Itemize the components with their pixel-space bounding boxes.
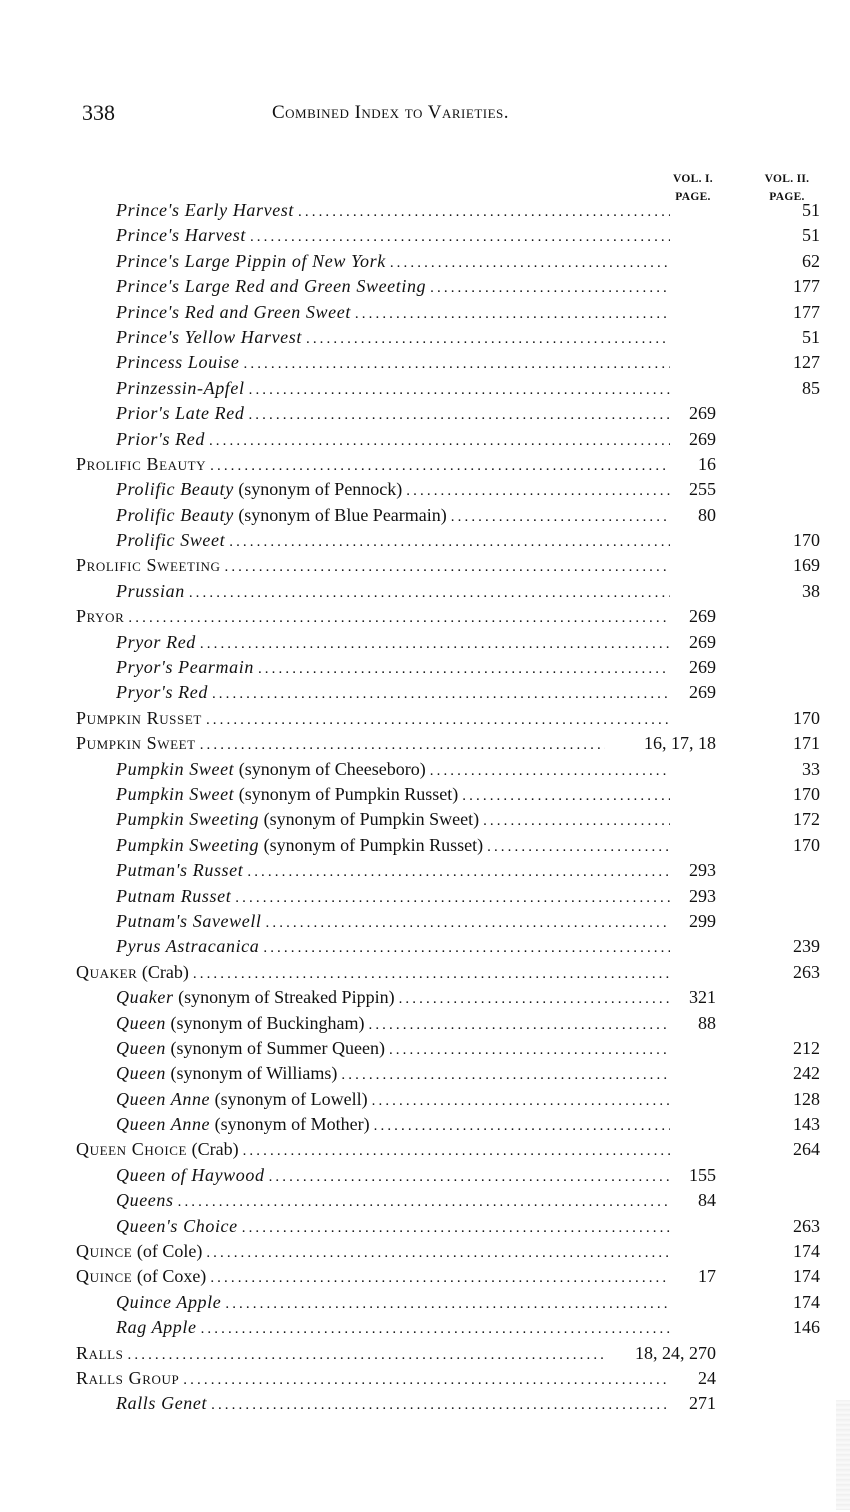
index-entry [0,198,850,223]
entry-name: Prolific Sweeting [76,555,221,576]
entry-leader [76,960,670,985]
vol2-page: 170 [793,783,820,804]
entry-leader [76,1341,605,1366]
entry-note: (Crab) [141,961,189,982]
entry-leader [116,427,670,452]
dot-leader [249,378,670,401]
dot-leader [430,276,670,299]
entry-name: Quaker [76,961,138,982]
entry-name: Prussian [116,580,185,601]
index-entry [0,680,850,705]
index-entry [0,1239,850,1264]
vol1-page: 271 [689,1393,716,1414]
vol2-page: 33 [802,758,820,779]
entry-name: Pyrus Astracanica [116,936,260,957]
entry-leader [116,325,670,350]
entry-name: Prince's Harvest [116,225,246,246]
dot-leader [178,1190,670,1213]
vol2-page: 177 [793,301,820,322]
entry-name: Pryor's Red [116,682,208,703]
entry-name: Queen's Choice [116,1215,238,1236]
entry-name: Quince [76,1266,133,1287]
index-entry [0,325,850,350]
index-entry [0,579,850,604]
entry-leader [116,1112,670,1137]
vol2-page: 51 [802,225,820,246]
dot-leader [483,809,670,832]
vol1-page: 155 [689,1164,716,1185]
entry-leader [116,782,670,807]
dot-leader [243,1139,670,1162]
entry-leader [116,884,670,909]
entry-leader [116,249,670,274]
dot-leader [269,1165,670,1188]
entry-name: Prince's Red and Green Sweet [116,301,351,322]
vol1-page: 16 [698,453,716,474]
index-entry [0,909,850,934]
entry-name: Prolific Beauty [116,504,234,525]
dot-leader [212,682,670,705]
entry-leader [116,477,670,502]
vol2-page: 174 [793,1291,820,1312]
dot-leader [372,1089,670,1112]
entry-leader [116,1036,670,1061]
vol2-page: 263 [793,961,820,982]
dot-leader [451,505,670,528]
entry-name: Pumpkin Sweet [116,783,235,804]
entry-leader [116,680,670,705]
entry-name: Queen Choice [76,1139,188,1160]
index-entry [0,274,850,299]
dot-leader [235,886,670,909]
entry-name: Pumpkin Sweeting [116,834,260,855]
entry-name: Prinzessin-Apfel [116,377,245,398]
entry-name: Pumpkin Sweeting [116,809,260,830]
entry-name: Ralls Group [76,1367,180,1388]
dot-leader [183,1368,670,1391]
dot-leader [341,1063,670,1086]
column-header-vol1: VOL. I. PAGE. [673,173,713,203]
entry-leader [76,731,605,756]
vol1-page: 269 [689,682,716,703]
entry-name: Queen Anne [116,1088,211,1109]
entry-leader [116,528,670,553]
entry-name: Pumpkin Russet [76,707,202,728]
dot-leader [206,1241,670,1264]
vol1-page: 299 [689,910,716,931]
vol2-page: 212 [793,1037,820,1058]
entry-note: (synonym of Blue Pearmain) [238,504,447,525]
index-entry [0,1391,850,1416]
entry-name: Prior's Red [116,428,205,449]
entry-name: Prior's Late Red [116,403,245,424]
entry-leader [76,706,670,731]
index-entry [0,807,850,832]
entry-name: Prolific Beauty [76,453,207,474]
entry-leader [116,858,670,883]
dot-leader [128,1343,605,1366]
index-entry [0,503,850,528]
index-entry [0,731,850,756]
index-entry [0,1188,850,1213]
scan-edge-artifact [836,1400,850,1510]
dot-leader [263,936,670,959]
vol2-page: 172 [793,809,820,830]
entry-leader [76,553,670,578]
entry-leader [116,1087,670,1112]
dot-leader [406,479,670,502]
entry-name: Pumpkin Sweet [76,733,196,754]
dot-leader [487,835,670,858]
dot-leader [298,200,670,223]
entry-name: Queen [116,1037,166,1058]
vol1-page: 16, 17, 18 [644,733,716,754]
dot-leader [258,657,670,680]
entry-name: Pumpkin Sweet [116,758,235,779]
dot-leader [209,429,670,452]
vol2-page: 38 [802,580,820,601]
entry-name: Prolific Sweet [116,530,226,551]
entry-leader [116,401,670,426]
index-entry [0,249,850,274]
index-entry [0,1137,850,1162]
entry-leader [116,300,670,325]
index-entry [0,757,850,782]
entry-leader [76,1239,670,1264]
index-entry [0,858,850,883]
entry-leader [116,274,670,299]
vol2-page: 239 [793,936,820,957]
entry-name: Ralls Genet [116,1393,208,1414]
running-title: Combined Index to Varieties. [272,102,510,123]
entry-leader [116,223,670,248]
index-entry [0,706,850,731]
entry-name: Queens [116,1190,174,1211]
dot-leader [399,987,670,1010]
dot-leader [200,733,605,756]
dot-leader [210,454,670,477]
index-entry [0,1366,850,1391]
entry-leader [116,1214,670,1239]
dot-leader [306,327,670,350]
vol1-page: 17 [698,1266,716,1287]
index-entries [0,198,850,1417]
vol1-page: 80 [698,504,716,525]
entry-note: (of Coxe) [136,1266,207,1287]
index-entry [0,1163,850,1188]
entry-leader [116,376,670,401]
entry-name: Prolific Beauty [116,479,234,500]
vol2-page: 146 [793,1317,820,1338]
entry-name: Quince Apple [116,1291,222,1312]
entry-leader [116,757,670,782]
index-entry [0,985,850,1010]
entry-note: (synonym of Lowell) [214,1088,368,1109]
dot-leader [206,708,670,731]
dot-leader [244,352,671,375]
entry-leader [76,1137,670,1162]
entry-name: Prince's Large Pippin of New York [116,250,386,271]
entry-leader [116,985,670,1010]
vol1-page: 269 [689,631,716,652]
entry-leader [116,630,670,655]
index-entry [0,833,850,858]
vol1-page: 321 [689,987,716,1008]
dot-leader [128,606,670,629]
entry-leader [116,1061,670,1086]
dot-leader [368,1013,670,1036]
entry-name: Queen [116,1012,166,1033]
index-entry [0,1061,850,1086]
dot-leader [389,1038,670,1061]
entry-note: (Crab) [191,1139,239,1160]
index-entry [0,934,850,959]
vol2-page: 143 [793,1114,820,1135]
entry-name: Princess Louise [116,352,240,373]
vol1-page: 255 [689,479,716,500]
entry-name: Putnam Russet [116,885,232,906]
dot-leader [390,251,670,274]
index-entry [0,630,850,655]
dot-leader [266,911,670,934]
entry-leader [116,909,670,934]
entry-leader [116,350,670,375]
entry-note: (synonym of Williams) [170,1063,338,1084]
entry-leader [116,503,670,528]
index-entry [0,884,850,909]
entry-name: Queen of Haywood [116,1164,265,1185]
vol2-page: 85 [802,377,820,398]
vol2-page: 171 [793,733,820,754]
entry-note: (of Cole) [136,1241,203,1262]
entry-leader [116,1188,670,1213]
dot-leader [430,759,670,782]
dot-leader [242,1216,670,1239]
index-entry [0,1290,850,1315]
dot-leader [374,1114,670,1137]
index-entry [0,1214,850,1239]
vol2-page: 127 [793,352,820,373]
column-header-vol2: VOL. II. PAGE. [764,173,810,203]
page-header [82,100,642,134]
entry-leader [116,807,670,832]
index-entry [0,1087,850,1112]
vol2-page: 62 [802,250,820,271]
dot-leader [250,225,670,248]
vol1-page: 293 [689,885,716,906]
vol2-page: 170 [793,834,820,855]
dot-leader [211,1393,670,1416]
dot-leader [210,1266,670,1289]
entry-leader [116,198,670,223]
entry-leader [76,1264,670,1289]
entry-note: (synonym of Streaked Pippin) [178,987,395,1008]
index-entry [0,1341,850,1366]
index-entry [0,1036,850,1061]
entry-note: (synonym of Mother) [214,1114,370,1135]
entry-name: Putnam's Savewell [116,910,262,931]
dot-leader [193,962,670,985]
dot-leader [247,860,670,883]
entry-name: Pryor [76,606,125,627]
dot-leader [200,632,670,655]
vol1-page: 269 [689,428,716,449]
entry-leader [76,1366,670,1391]
index-entry [0,401,850,426]
vol2-page: 174 [793,1241,820,1262]
dot-leader [462,784,670,807]
entry-name: Queen [116,1063,166,1084]
entry-leader [116,655,670,680]
entry-leader [116,1290,670,1315]
entry-leader [76,604,670,629]
entry-name: Quince [76,1241,133,1262]
index-entry [0,1112,850,1137]
entry-name: Rag Apple [116,1317,197,1338]
entry-name: Pryor's Pearmain [116,657,254,678]
entry-leader [76,452,670,477]
dot-leader [248,403,670,426]
index-entry [0,1264,850,1289]
index-entry [0,604,850,629]
vol2-page: 128 [793,1088,820,1109]
entry-leader [116,934,670,959]
index-entry [0,223,850,248]
vol2-page: 174 [793,1266,820,1287]
vol1-page: 269 [689,657,716,678]
vol1-page: 84 [698,1190,716,1211]
entry-name: Prince's Large Red and Green Sweeting [116,276,427,297]
entry-name: Putman's Russet [116,860,244,881]
vol2-page: 263 [793,1215,820,1236]
entry-name: Queen Anne [116,1114,211,1135]
index-entry [0,477,850,502]
entry-name: Quaker [116,987,174,1008]
entry-note: (synonym of Pumpkin Sweet) [263,809,480,830]
index-entry [0,553,850,578]
entry-note: (synonym of Buckingham) [170,1012,365,1033]
index-entry [0,782,850,807]
vol2-page: 242 [793,1063,820,1084]
entry-note: (synonym of Summer Queen) [170,1037,385,1058]
index-entry [0,300,850,325]
entry-leader [116,1391,670,1416]
dot-leader [201,1317,670,1340]
dot-leader [225,1292,670,1315]
vol1-page: 269 [689,403,716,424]
entry-leader [116,1011,670,1036]
vol1-page: 18, 24, 270 [635,1342,716,1363]
index-entry [0,1315,850,1340]
vol1-page: 269 [689,606,716,627]
dot-leader [355,302,670,325]
page-number: 338 [82,100,115,125]
vol2-page: 169 [793,555,820,576]
index-entry [0,655,850,680]
entry-note: (synonym of Pennock) [238,479,403,500]
entry-leader [116,1315,670,1340]
vol2-page: 177 [793,276,820,297]
vol2-page: 51 [802,200,820,220]
index-entry [0,960,850,985]
entry-leader [116,1163,670,1188]
entry-leader [116,579,670,604]
index-entry [0,452,850,477]
vol1-page: 293 [689,860,716,881]
vol2-page: 170 [793,707,820,728]
dot-leader [189,581,670,604]
entry-note: (synonym of Cheeseboro) [238,758,426,779]
vol2-page: 51 [802,326,820,347]
vol2-page: 170 [793,530,820,551]
vol1-page: 88 [698,1012,716,1033]
vol2-page: 264 [793,1139,820,1160]
entry-name: Prince's Yellow Harvest [116,326,302,347]
index-entry [0,427,850,452]
dot-leader [229,530,670,553]
entry-note: (synonym of Pumpkin Russet) [263,834,484,855]
entry-leader [116,833,670,858]
index-entry [0,376,850,401]
entry-note: (synonym of Pumpkin Russet) [238,783,459,804]
index-entry [0,350,850,375]
entry-name: Pryor Red [116,631,196,652]
vol1-page: 24 [698,1367,716,1388]
index-entry [0,1011,850,1036]
dot-leader [224,555,670,578]
entry-name: Prince's Early Harvest [116,200,295,220]
entry-name: Ralls [76,1342,124,1363]
index-entry [0,528,850,553]
